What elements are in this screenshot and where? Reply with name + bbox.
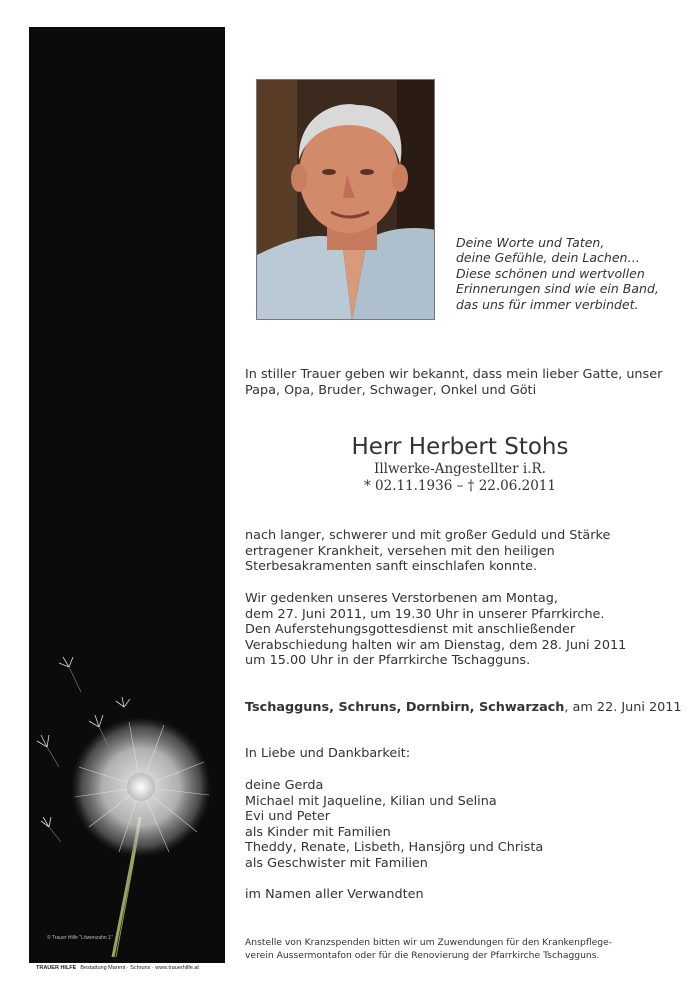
deceased-dates: * 02.11.1936 – † 22.06.2011	[363, 478, 556, 494]
note-line: verein Aussermontafon oder für die Renovierung der Pfarrkirche Tschagguns.	[245, 949, 600, 961]
donation-note	[245, 937, 612, 962]
closing-line: im Namen aller Verwandten	[245, 887, 424, 902]
side-panel	[29, 27, 225, 963]
poem-line: deine Gefühle, dein Lachen…	[456, 250, 640, 266]
family-line: Michael mit Jaqueline, Kilian und Selina	[245, 793, 497, 809]
dandelion-image	[29, 27, 225, 963]
paragraph-line: um 15.00 Uhr in der Pfarrkirche Tschagguns.	[245, 653, 531, 669]
family-line: Evi und Peter	[245, 809, 330, 825]
service-paragraph	[245, 591, 626, 669]
deceased-name: Herr Herbert Stohs	[351, 434, 569, 460]
portrait-photo	[256, 79, 435, 320]
paragraph-line: Den Auferstehungsgottesdienst mit anschließender	[245, 622, 576, 638]
family-line: als Kinder mit Familien	[245, 824, 391, 840]
note-line: Anstelle von Kranzspenden bitten wir um Zuwendungen für den Krankenpflege-	[245, 937, 613, 948]
places-date-text: , am 22. Juni 2011	[564, 700, 682, 715]
paragraph-line: Sterbesakramenten sanft einschlafen konnte.	[245, 559, 538, 575]
paragraph-line: ertragener Krankheit, versehen mit den heiligen	[245, 543, 555, 559]
poem-line: Erinnerungen sind wie ein Band,	[456, 281, 659, 297]
family-line: Theddy, Renate, Lisbeth, Hansjörg und Christa	[245, 840, 544, 856]
family-line: deine Gerda	[245, 778, 324, 793]
paragraph-line: Verabschiedung halten wir am Dienstag, dem 28. Juni 2011	[245, 637, 627, 653]
love-line: In Liebe und Dankbarkeit:	[245, 746, 411, 761]
footer-brand	[36, 965, 199, 971]
paragraph-line: nach langer, schwerer und mit großer Geduld und Stärke	[245, 528, 611, 543]
places-date	[245, 700, 682, 716]
passing-paragraph	[245, 528, 610, 575]
paragraph-line: Wir gedenken unseres Verstorbenen am Montag,	[245, 591, 558, 606]
deceased-occupation: Illwerke-Angestellter i.R.	[374, 461, 546, 477]
poem-line: Diese schönen und wertvollen	[456, 265, 645, 281]
deceased-block	[270, 433, 650, 495]
brand-name: TRAUER HILFE	[36, 965, 77, 971]
places-towns: Tschagguns, Schruns, Dornbirn, Schwarzach	[245, 700, 565, 715]
image-copyright: © Trauer Hilfe "Löwenzahn 1"	[47, 935, 113, 941]
family-list	[245, 778, 543, 872]
intro-line: Papa, Opa, Bruder, Schwager, Onkel und Göti	[245, 382, 537, 398]
poem-line: das uns für immer verbindet.	[456, 296, 639, 312]
poem	[456, 235, 676, 312]
intro-text	[245, 367, 662, 398]
poem-line: Deine Worte und Taten,	[456, 235, 605, 250]
intro-line: In stiller Trauer geben wir bekannt, dass mein lieber Gatte, unser	[245, 367, 663, 382]
family-line: als Geschwister mit Familien	[245, 855, 428, 871]
paragraph-line: dem 27. Juni 2011, um 19.30 Uhr in unserer Pfarrkirche.	[245, 606, 605, 622]
brand-info: Bestattung Marent · Schruns · www.trauerhilfe.at	[80, 965, 199, 971]
